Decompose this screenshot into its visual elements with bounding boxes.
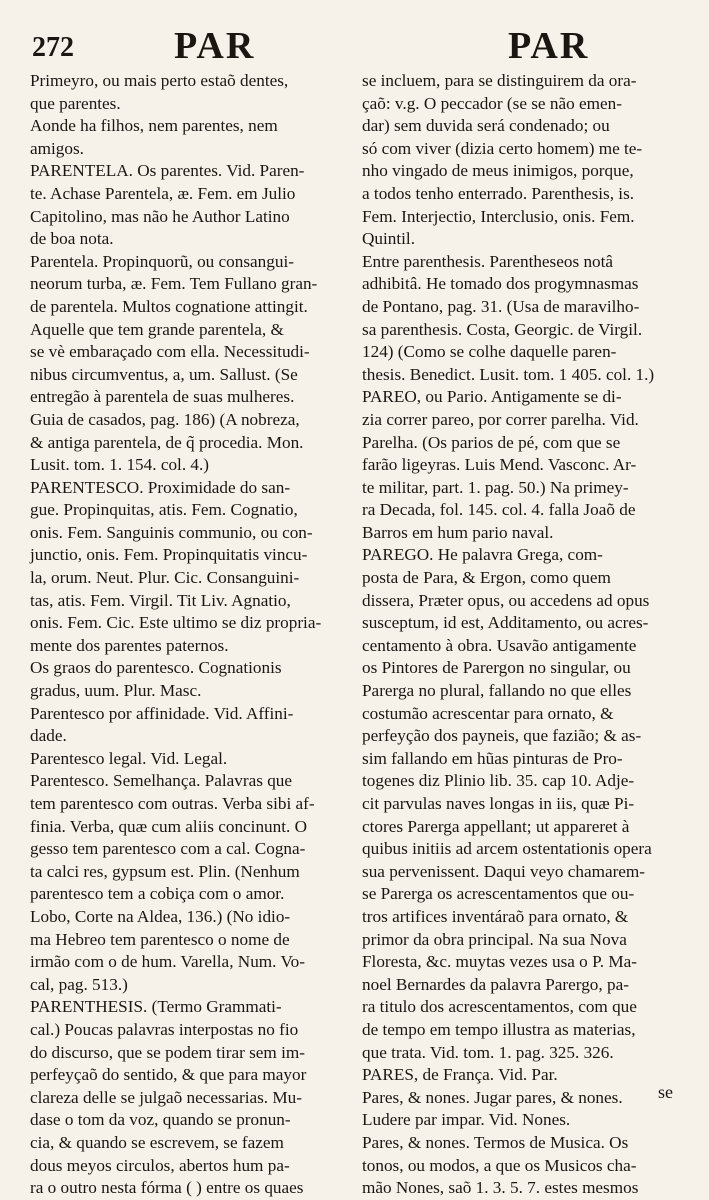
text-line: Lusit. tom. 1. 154. col. 4.) <box>30 455 210 475</box>
text-line: PAREGO. He palavra Grega, com- <box>362 545 603 565</box>
text-line: susceptum, id est, Additamento, ou acres- <box>362 613 649 633</box>
text-line: Capitolino, mas não he Author Latino <box>30 206 290 226</box>
text-line: çaõ: v.g. O peccador (se se não emen- <box>362 93 622 113</box>
text-line: Parentesco. Semelhança. Palavras que <box>30 771 293 791</box>
text-line: que trata. Vid. tom. 1. pag. 325. 326. <box>362 1042 614 1062</box>
text-line: cal, pag. 513.) <box>30 974 128 994</box>
text-line: PARENTHESIS. (Termo Grammati- <box>30 997 282 1017</box>
text-line: se incluem, para se distinguirem da ora- <box>362 71 637 90</box>
text-line: que parentes. <box>30 93 121 113</box>
text-line: Pares, & nones. Termos de Musica. Os <box>362 1132 629 1152</box>
text-line: Floresta, &c. muytas vezes usa o P. Ma- <box>362 952 637 972</box>
text-line: noel Bernardes da palavra Parergo, pa- <box>362 974 629 994</box>
text-line: a todos tenho enterrado. Parenthesis, is. <box>362 183 635 203</box>
text-line: parentesco tem a cobiça com o amor. <box>30 884 285 904</box>
text-line: Aonde ha filhos, nem parentes, nem <box>30 116 278 136</box>
text-line: se vè embaraçado com ella. Necessitudi- <box>30 342 310 362</box>
text-line: clareza delle se julgaõ necessarias. Mu- <box>30 1087 303 1107</box>
text-line: entregão à parentela de suas mulheres. <box>30 387 295 407</box>
page-number: 272 <box>32 32 74 63</box>
text-line: centamento à obra. Usavão antigamente <box>362 635 637 655</box>
text-line: tros artifices inventáraõ para ornato, & <box>362 906 629 926</box>
text-line: adhibitâ. He tomado dos progymnasmas <box>362 274 639 294</box>
text-line: thesis. Benedict. Lusit. tom. 1 405. col. 1.) <box>362 364 655 384</box>
text-line: tonos, ou modos, a que os Musicos cha- <box>362 1155 637 1175</box>
text-line: perfeyçaõ do sentido, & que para mayor <box>30 1065 307 1085</box>
text-line: Os graos do parentesco. Cognationis <box>30 658 282 678</box>
text-line: dase o tom da voz, quando se pronun- <box>30 1110 291 1130</box>
catchword: se <box>658 1082 673 1102</box>
text-line: 124) (Como se colhe daquelle paren- <box>362 342 617 362</box>
text-line: Parerga no plural, fallando no que elles <box>362 681 632 701</box>
text-line: ctores Parerga appellant; ut appareret à <box>362 816 630 836</box>
text-line: ma Hebreo tem parentesco o nome de <box>30 929 290 949</box>
text-line: cit parvulas naves longas in iis, quæ Pi- <box>362 794 635 813</box>
text-line: PARES, de França. Vid. Par. <box>362 1065 558 1085</box>
text-line: tem parentesco com outras. Verba sibi af- <box>30 794 315 813</box>
text-line: Entre parenthesis. Parentheseos notâ <box>362 251 614 271</box>
text-line: mão Nones, saõ 1. 3. 5. 7. estes mesmos <box>362 1178 639 1198</box>
text-line: nho vingado de meus inimigos, porque, <box>362 161 634 181</box>
text-line: dar) sem duvida será condenado; ou <box>362 116 610 136</box>
text-line: de parentela. Multos cognatione attingit. <box>30 296 308 316</box>
text-line: irmão com o de hum. Varella, Num. Vo- <box>30 952 305 972</box>
right-column <box>362 70 680 1200</box>
text-line: de tempo em tempo illustra as materias, <box>362 1019 636 1039</box>
text-line: sa parenthesis. Costa, Georgic. de Virgil. <box>362 319 643 339</box>
text-line: Pares, & nones. Jugar pares, & nones. <box>362 1087 623 1107</box>
text-line: se Parerga os acrescentamentos que ou- <box>362 884 635 904</box>
text-line: Ludere par impar. Vid. Nones. <box>362 1110 571 1130</box>
text-line: Parentesco legal. Vid. Legal. <box>30 748 228 768</box>
text-line: ta calci res, gypsum est. Plin. (Nenhum <box>30 861 300 881</box>
text-line: ra o outro nesta fórma ( ) entre os quaes <box>30 1178 304 1198</box>
text-line: Barros em hum pario naval. <box>362 522 554 542</box>
page-header <box>28 22 681 72</box>
text-line: farão ligeyras. Luis Mend. Vasconc. Ar- <box>362 455 637 475</box>
text-line: de Pontano, pag. 31. (Usa de maravilho- <box>362 296 640 316</box>
text-line: dous meyos circulos, abertos hum pa- <box>30 1155 290 1175</box>
text-line: tas, atis. Fem. Virgil. Tit Liv. Agnatio, <box>30 590 291 610</box>
text-line: onis. Fem. Cic. Este ultimo se diz propria- <box>30 613 322 633</box>
text-line: quibus initiis ad arcem ostentationis opera <box>362 839 652 859</box>
text-line: posta de Para, & Ergon, como quem <box>362 568 611 588</box>
text-line: zia correr pareo, por correr parelha. Vid. <box>362 409 639 429</box>
text-line: Aquelle que tem grande parentela, & <box>30 319 284 339</box>
text-line: la, orum. Neut. Plur. Cic. Consanguini- <box>30 568 300 588</box>
text-line: ra titulo dos acrescentamentos, com que <box>362 997 637 1017</box>
text-line: mente dos parentes paternos. <box>30 635 229 655</box>
text-line: Primeyro, ou mais perto estaõ dentes, <box>30 71 289 90</box>
text-line: PARENTELA. Os parentes. Vid. Paren- <box>30 161 305 181</box>
text-line: de boa nota. <box>30 229 114 249</box>
text-line: junctio, onis. Fem. Propinquitatis vincu- <box>30 545 308 565</box>
text-line: Parentela. Propinquorũ, ou consangui- <box>30 251 294 271</box>
text-line: cal.) Poucas palavras interpostas no fio <box>30 1019 299 1039</box>
text-line: dade. <box>30 726 67 746</box>
text-line: amigos. <box>30 138 84 158</box>
text-line: Parelha. (Os parios de pé, com que se <box>362 432 621 452</box>
text-line: sim fallando em hũas pinturas de Pro- <box>362 748 623 768</box>
text-line: do discurso, que se podem tirar sem im- <box>30 1042 305 1062</box>
text-line: dissera, Præter opus, ou accedens ad opus <box>362 590 650 610</box>
text-line: Parentesco por affinidade. Vid. Affini- <box>30 703 294 723</box>
text-line: Quintil. <box>362 229 415 249</box>
text-line: & antiga parentela, de q̃ procedia. Mon. <box>30 432 304 452</box>
text-line: só com viver (dizia certo homem) me te- <box>362 138 643 158</box>
running-head-right: PAR <box>508 25 590 67</box>
text-line: gue. Propinquitas, atis. Fem. Cognatio, <box>30 500 298 520</box>
text-line: neorum turba, æ. Fem. Tem Fullano gran- <box>30 274 318 294</box>
text-line: nibus circumventus, a, um. Sallust. (Se <box>30 364 298 384</box>
text-line: costumão acrescentar para ornato, & <box>362 703 614 723</box>
left-column <box>30 70 348 1200</box>
text-line: onis. Fem. Sanguinis communio, ou con- <box>30 522 313 542</box>
text-line: Fem. Interjectio, Interclusio, onis. Fem. <box>362 206 635 226</box>
text-line: te militar, part. 1. pag. 50.) Na primey- <box>362 477 629 497</box>
text-line: ra Decada, fol. 145. col. 4. falla Joaõ de <box>362 500 636 520</box>
text-line: gradus, uum. Plur. Masc. <box>30 681 202 701</box>
text-line: PAREO, ou Pario. Antigamente se di- <box>362 387 622 407</box>
text-line: finia. Verba, quæ cum aliis concinunt. O <box>30 816 308 836</box>
text-line: togenes diz Plinio lib. 35. cap 10. Adje- <box>362 771 635 791</box>
text-line: Guia de casados, pag. 186) (A nobreza, <box>30 409 300 429</box>
text-line: te. Achase Parentela, æ. Fem. em Julio <box>30 183 296 203</box>
text-line: primor da obra principal. Na sua Nova <box>362 929 627 949</box>
text-line: Lobo, Corte na Aldea, 136.) (No idio- <box>30 906 291 926</box>
text-line: sua pervenissent. Daqui veyo chamarem- <box>362 861 646 881</box>
text-line: cia, & quando se escrevem, se fazem <box>30 1132 284 1152</box>
text-line: os Pintores de Parergon no singular, ou <box>362 658 631 678</box>
text-line: PARENTESCO. Proximidade do san- <box>30 477 291 497</box>
text-line: perfeyção dos payneis, que fazião; & as- <box>362 726 642 746</box>
running-head-left: PAR <box>174 25 256 67</box>
text-line: gesso tem parentesco com a cal. Cogna- <box>30 839 306 859</box>
